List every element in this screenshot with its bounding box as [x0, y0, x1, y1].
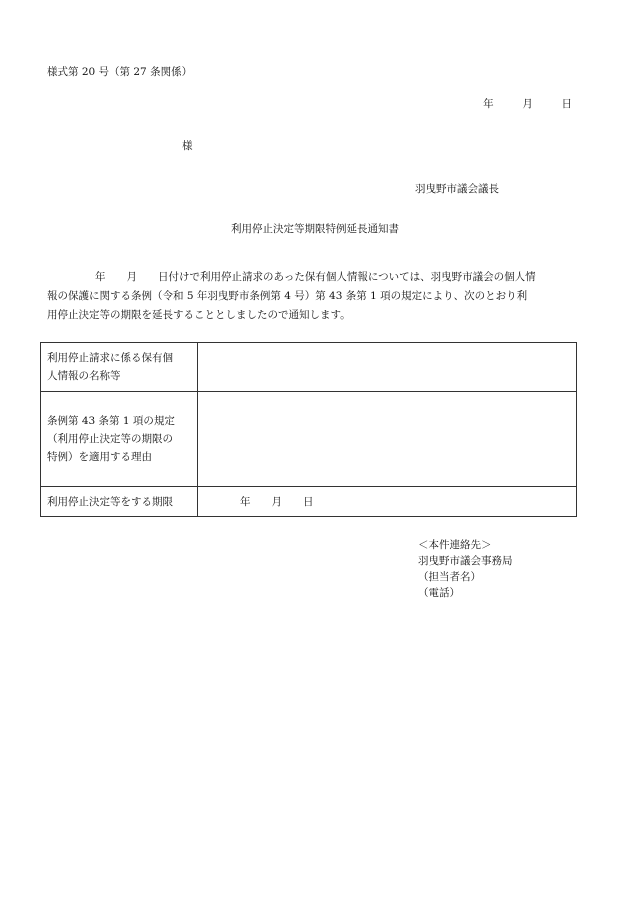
value-reason [198, 392, 577, 487]
sender-name: 羽曳野市議会議長 [415, 183, 499, 195]
issue-date [483, 98, 572, 111]
label-line: 条例第 43 条第 1 項の規定 [47, 415, 175, 427]
date-month: 月 [522, 98, 533, 110]
deadline-date: 年 月 日 [240, 495, 314, 508]
table-row [41, 487, 577, 517]
label-deadline: 利用停止決定等をする期限 [41, 487, 198, 517]
label-line: 人情報の名称等 [47, 370, 121, 382]
value-info-name [198, 343, 577, 392]
label-reason [41, 392, 198, 487]
body-line-2: 報の保護に関する条例（令和 5 年羽曳野市条例第 4 号）第 43 条第 1 項の規定により、次のとおり利 [47, 290, 528, 302]
notice-body [47, 268, 579, 325]
body-line-3: 用停止決定等の期限を延長することとしましたので通知します。 [47, 309, 351, 321]
date-year: 年 [483, 98, 494, 110]
document-title: 利用停止決定等期限特例延長通知書 [231, 223, 399, 235]
contact-office: 羽曳野市議会事務局 [418, 555, 513, 567]
body-line-1: 年 月 日付けで利用停止請求のあった保有個人情報については、羽曳野市議会の個人情 [95, 271, 536, 283]
label-line: 特例）を適用する理由 [47, 451, 152, 463]
contact-person: （担当者名） [418, 571, 481, 583]
contact-phone: （電話） [418, 587, 460, 599]
table-row [41, 392, 577, 487]
contact-block [418, 537, 513, 601]
table-row [41, 343, 577, 392]
label-line: （利用停止決定等の期限の [47, 433, 173, 445]
label-info-name [41, 343, 198, 392]
addressee-suffix: 様 [182, 140, 193, 152]
form-number: 様式第 20 号（第 27 条関係） [47, 66, 193, 78]
label-line: 利用停止請求に係る保有個 [47, 352, 173, 364]
contact-heading: ＜本件連絡先＞ [418, 539, 492, 551]
date-day: 日 [561, 98, 572, 110]
info-table [40, 342, 577, 517]
value-deadline [198, 487, 577, 517]
